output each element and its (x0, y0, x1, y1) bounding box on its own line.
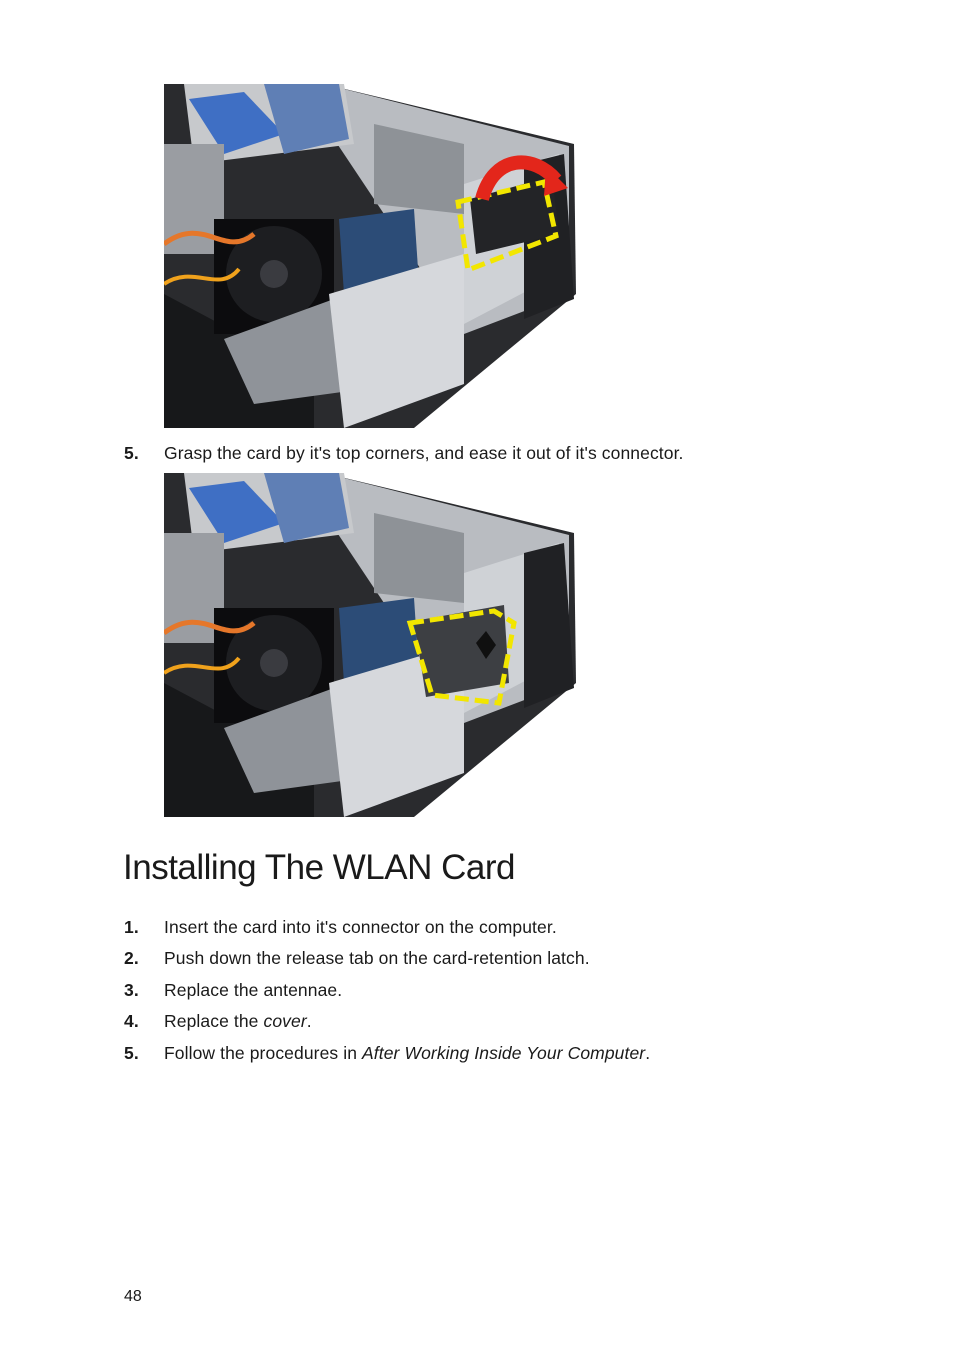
computer-interior-photo-1 (164, 84, 576, 428)
step-text-suffix: . (645, 1043, 651, 1063)
computer-interior-photo-2 (164, 473, 576, 817)
step-text (164, 1042, 650, 1064)
step-text-prefix: Follow the procedures in (164, 1043, 363, 1063)
step-number: 2. (124, 948, 139, 968)
step-text: Insert the card into it's connector on the computer. (164, 917, 557, 937)
after-working-link[interactable]: After Working Inside Your Computer (362, 1043, 646, 1063)
step-text-suffix: . (306, 1011, 312, 1031)
step-text: Push down the release tab on the card-retention latch. (164, 948, 590, 968)
step-text: Grasp the card by it's top corners, and ease it out of it's connector. (164, 443, 684, 463)
step-text-prefix: Replace the (164, 1011, 264, 1031)
step-text (164, 1010, 312, 1032)
step-number: 4. (124, 1011, 139, 1031)
step-number: 1. (124, 917, 139, 937)
figure-card-removal (164, 473, 576, 817)
step-text: Replace the antennae. (164, 980, 343, 1000)
step-number: 5. (124, 443, 139, 463)
section-title: Installing The WLAN Card (123, 848, 515, 887)
figure-latch-open (164, 84, 576, 428)
step-number: 5. (124, 1043, 139, 1063)
cover-link[interactable]: cover (263, 1011, 307, 1031)
step-number: 3. (124, 980, 139, 1000)
page-number: 48 (124, 1288, 142, 1305)
